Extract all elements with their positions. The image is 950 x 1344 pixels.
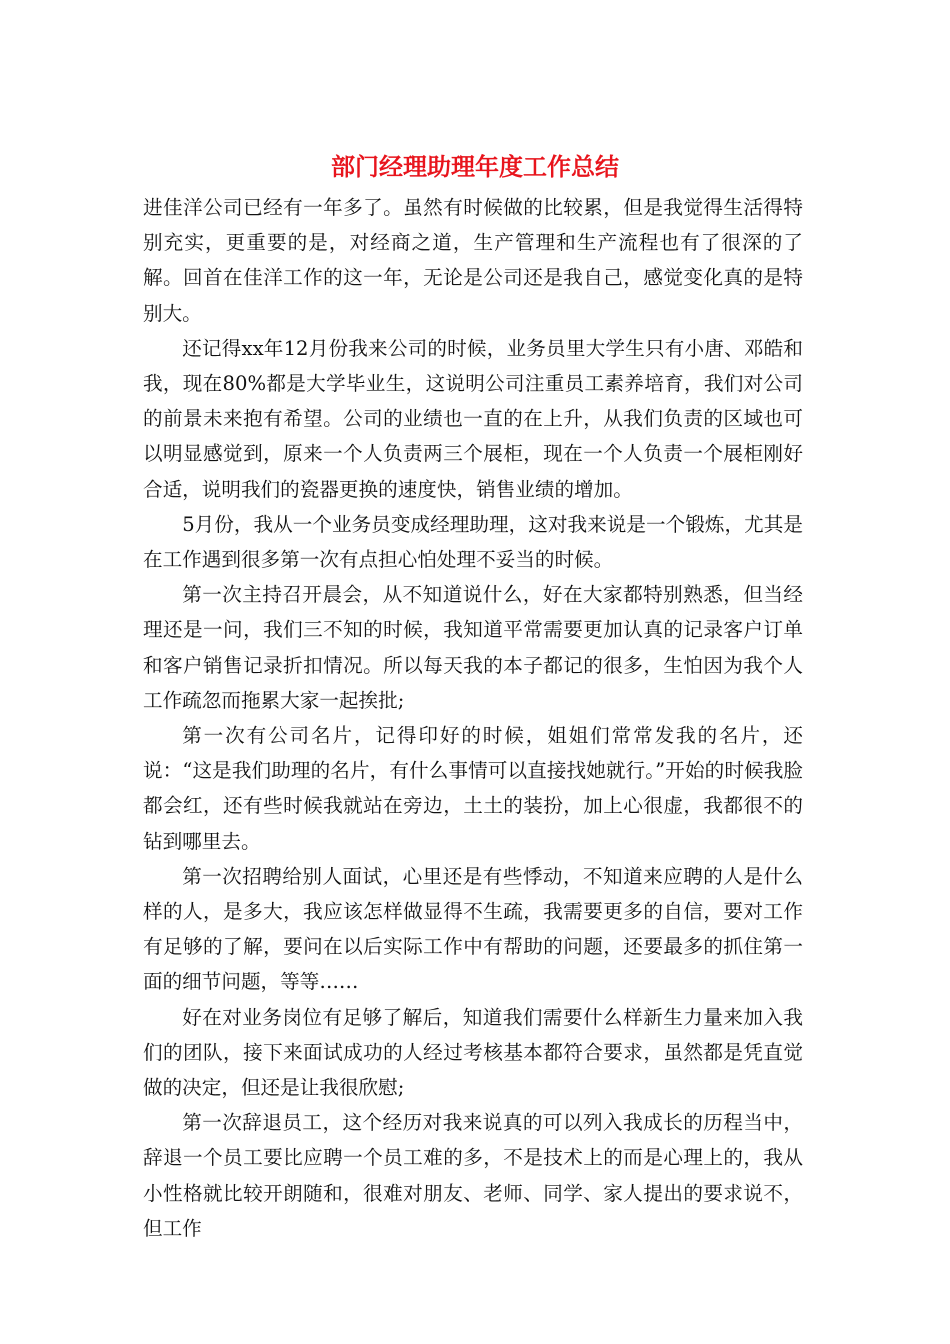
document-body (143, 190, 803, 1246)
paragraph-2: 还记得xx年12月份我来公司的时候，业务员里大学生只有小唐、邓皓和我，现在80%都是大学毕业生，这说明公司注重员工素养培育，我们对公司的前景未来抱有希望。公司的业绩也一直的在上升，从我们负责的区域也可以明显感觉到，原来一个人负责两三个展柜，现在一个人负责一个展柜刚好合适，说明我们的瓷器更换的速度快，销售业绩的增加。 (143, 336, 803, 501)
paragraph-5: 第一次有公司名片，记得印好的时候，姐姐们常常发我的名片，还说：“这是我们助理的名片，有什么事情可以直接找她就行。”开始的时候我脸都会红，还有些时候我就站在旁边，土土的装扮，加上心很虚，我都很不的钻到哪里去。 (143, 724, 803, 853)
paragraph-3: 5月份，我从一个业务员变成经理助理，这对我来说是一个锻炼，尤其是在工作遇到很多第一次有点担心怕处理不妥当的时候。 (143, 512, 803, 572)
paragraph-8: 第一次辞退员工，这个经历对我来说真的可以列入我成长的历程当中，辞退一个员工要比应聘一个员工难的多，不是技术上的而是心理上的，我从小性格就比较开朗随和，很难对朋友、老师、同学、家人提出的要求说不，但工作 (143, 1111, 803, 1240)
paragraph-1: 进佳洋公司已经有一年多了。虽然有时候做的比较累，但是我觉得生活得特别充实，更重要的是，对经商之道，生产管理和生产流程也有了很深的了解。回首在佳洋工作的这一年，无论是公司还是我自己，感觉变化真的是特别大。 (143, 196, 803, 325)
paragraph-6: 第一次招聘给别人面试，心里还是有些悸动，不知道来应聘的人是什么样的人，是多大，我应该怎样做显得不生疏，我需要更多的自信，要对工作有足够的了解，要问在以后实际工作中有帮助的问题，还要最多的抓住第一面的细节问题，等等…… (143, 864, 803, 994)
paragraph-7: 好在对业务岗位有足够了解后，知道我们需要什么样新生力量来加入我们的团队，接下来面试成功的人经过考核基本都符合要求，虽然都是凭直觉做的决定，但还是让我很欣慰; (143, 1005, 803, 1100)
paragraph-4: 第一次主持召开晨会，从不知道说什么，好在大家都特别熟悉，但当经理还是一问，我们三不知的时候，我知道平常需要更加认真的记录客户订单和客户销售记录折扣情况。所以每天我的本子都记的很多，生怕因为我个人工作疏忽而拖累大家一起挨批; (143, 583, 803, 712)
document-title: 部门经理助理年度工作总结 (331, 152, 619, 181)
